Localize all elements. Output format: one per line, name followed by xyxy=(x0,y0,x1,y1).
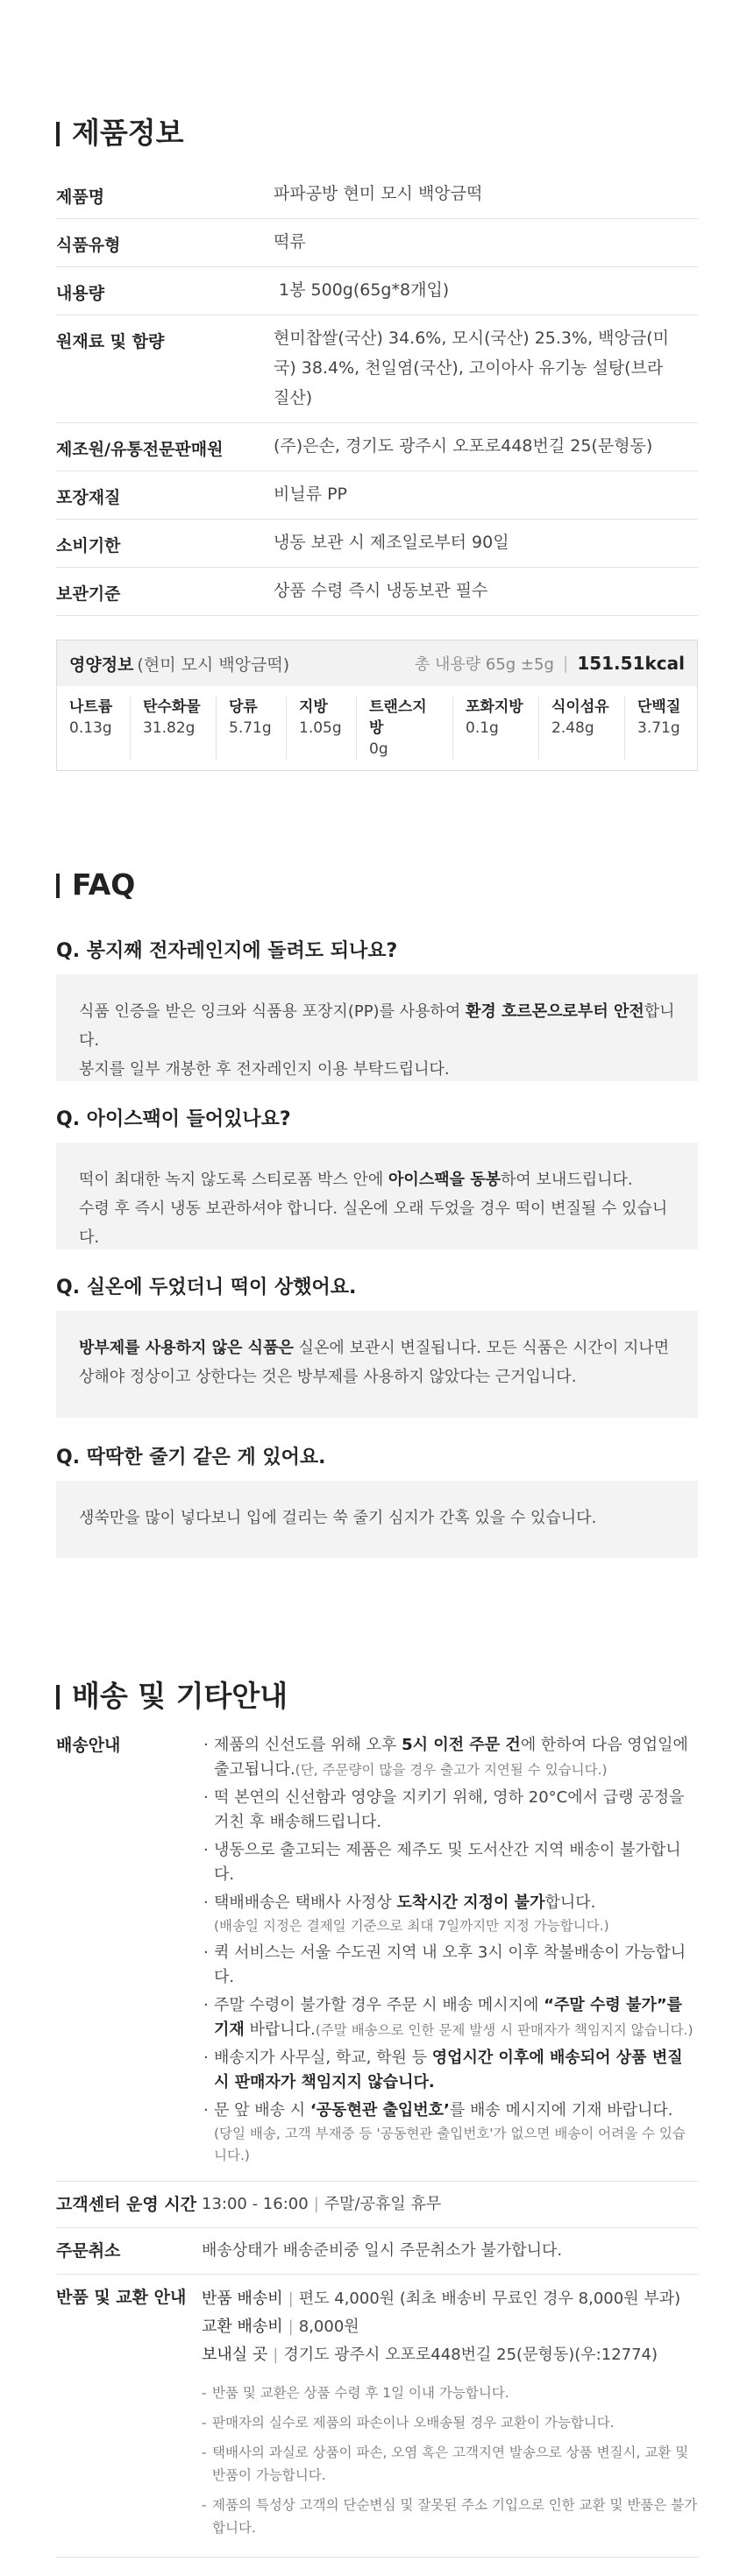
row-key: 제품명 xyxy=(56,188,105,207)
divider: | xyxy=(288,2318,294,2336)
answer-emphasis: 아이스팩을 동봉 xyxy=(388,1171,501,1189)
nutrition-label: 영양정보 xyxy=(69,655,134,675)
bullet-text: 바랍니다. xyxy=(244,2020,316,2039)
nutrient-name: 탄수화물 xyxy=(143,698,201,716)
nutrition-header xyxy=(57,640,697,686)
divider: | xyxy=(288,2289,294,2308)
row-key: 원재료 및 함량 xyxy=(56,332,165,351)
nutrient-cell xyxy=(539,697,625,760)
row-key: 식품유형 xyxy=(56,236,121,255)
row-key: 주문취소 xyxy=(56,2241,121,2261)
nutrient-value: 1.05g xyxy=(299,719,342,737)
faq-title: FAQ xyxy=(56,867,135,902)
row-value xyxy=(202,2192,698,2217)
list-item: - 택배사의 과실로 상품이 파손, 오염 혹은 고객지연 발송으로 상품 변질시, 교환 및 반품이 가능합니다. xyxy=(202,2441,698,2487)
bullet-note: (당일 배송, 고객 부재중 등 '공동현관 출입번호'가 없으면 배송이 어려울 수 있습니다.) xyxy=(214,2126,686,2163)
faq-answer xyxy=(56,974,698,1081)
row-key: 보관기준 xyxy=(56,584,121,604)
bullet-text: 배송지가 사무실, 학교, 학원 등 xyxy=(214,2049,432,2067)
table-row xyxy=(56,267,698,315)
faq-answer xyxy=(56,1481,698,1558)
row-value: 비닐류 PP xyxy=(274,485,348,504)
nutrient-name: 당류 xyxy=(229,698,258,716)
cs-holiday: 주말/공휴일 휴무 xyxy=(324,2195,442,2213)
row-key: 소비기한 xyxy=(56,536,121,556)
row-value: 떡류 xyxy=(274,232,306,251)
bullet-emphasis: “주말 수령 불가”를 기재 xyxy=(214,1996,683,2039)
table-row xyxy=(56,2182,698,2228)
list-item: - 제품의 특성상 고객의 단순변심 및 잘못된 주소 기입으로 인한 교환 및 반품은 불가합니다. xyxy=(202,2494,698,2539)
table-row xyxy=(56,171,698,219)
faq-question: Q. 딱딱한 줄기 같은 게 있어요. xyxy=(56,1447,326,1468)
nutrient-cell xyxy=(57,697,131,760)
nutrient-name: 식이섬유 xyxy=(551,698,609,716)
bullet-text: 주말 수령이 불가할 경우 주문 시 배송 메시지에 xyxy=(214,1996,544,2014)
nutrient-name: 단백질 xyxy=(637,698,681,716)
answer-text: 봉지를 일부 개봉한 후 전자레인지 이용 부탁드립니다. xyxy=(79,1060,450,1079)
product-info-title: 제품정보 xyxy=(56,116,184,151)
nutrient-cell xyxy=(625,697,695,760)
faq-answer xyxy=(56,1311,698,1418)
return-address: 경기도 광주시 오포로448번길 25(문형동)(우:12774) xyxy=(283,2346,658,2364)
nutrient-cell xyxy=(131,697,217,760)
table-row xyxy=(56,568,698,616)
answer-text: 수령 후 즉시 냉동 보관하셔야 합니다. 실온에 오래 두었을 경우 떡이 변질될 수 있습니다. xyxy=(79,1200,668,1247)
answer-emphasis: 환경 호르몬으로부터 안전 xyxy=(465,1002,644,1021)
row-key: 배송안내 xyxy=(56,1736,121,1755)
nutrient-value: 31.82g xyxy=(143,719,196,737)
bullet-emphasis: 영업시간 이후에 배송되어 상품 변질 시 판매자가 책임지지 않습니다. xyxy=(214,2049,683,2091)
nutrition-product: (현미 모시 백앙금떡) xyxy=(137,655,290,675)
bullet-emphasis: 5시 이전 주문 건 xyxy=(402,1736,521,1754)
list-item: · 떡 본연의 신선함과 영양을 지키기 위해, 영하 20°C에서 급랭 공정을 거친 후 배송해드립니다. xyxy=(202,1786,698,1835)
list-item xyxy=(202,2046,698,2095)
list-item xyxy=(202,2098,698,2167)
nutrient-cell xyxy=(453,697,539,760)
list-item xyxy=(202,1733,698,1782)
table-row xyxy=(56,315,698,423)
return-fee: 편도 4,000원 (최초 배송비 무료인 경우 8,000원 부과) xyxy=(298,2289,681,2308)
table-row xyxy=(56,423,698,471)
faq-question: Q. 봉지째 전자레인지에 돌려도 되나요? xyxy=(56,940,398,962)
list-item: - 반품 및 교환은 상품 수령 후 1일 이내 가능합니다. xyxy=(202,2381,698,2404)
table-row xyxy=(56,2228,698,2275)
row-key: 내용량 xyxy=(56,284,105,303)
row-value: (주)은손, 경기도 광주시 오포로448번길 25(문형동) xyxy=(274,436,653,456)
row-value: 냉동 보관 시 제조일로부터 90일 xyxy=(274,533,509,552)
divider: | xyxy=(562,654,569,673)
bullet-text: 제품의 신선도를 위해 오후 xyxy=(214,1736,402,1754)
faq-answer xyxy=(56,1143,698,1249)
nutrition-box xyxy=(56,640,698,771)
table-row xyxy=(56,2275,698,2558)
row-key: 포장재질 xyxy=(56,488,121,507)
bullet-emphasis: 도착시간 지정이 불가 xyxy=(396,1893,545,1912)
bullet-note: (주말 배송으로 인한 문제 발생 시 판매자가 책임지지 않습니다.) xyxy=(315,2022,694,2038)
row-key: 고객센터 운영 시간 xyxy=(56,2195,197,2214)
bullet-text: 택배배송은 택배사 사정상 xyxy=(214,1893,397,1912)
bullet-text: 를 배송 메시지에 기재 바랍니다. xyxy=(449,2101,673,2120)
table-row xyxy=(56,219,698,267)
list-item: · 냉동으로 출고되는 제품은 제주도 및 도서산간 지역 배송이 불가합니다. xyxy=(202,1838,698,1887)
nutrient-value: 2.48g xyxy=(551,719,594,737)
nutrition-cells xyxy=(57,686,697,770)
address-label: 보내실 곳 xyxy=(202,2346,268,2364)
divider: | xyxy=(313,2195,319,2213)
nutrient-cell xyxy=(357,697,453,760)
row-value: 파파공방 현미 모시 백앙금떡 xyxy=(274,184,483,203)
bullet-text: 문 앞 배송 시 xyxy=(214,2101,310,2120)
nutrition-kcal: 151.51kcal xyxy=(577,653,685,674)
row-value: 배송상태가 배송준비중 일시 주문취소가 불가합니다. xyxy=(202,2241,563,2260)
answer-text: 하여 보내드립니다. xyxy=(501,1171,633,1189)
bullet-text: 합니다. xyxy=(544,1893,596,1912)
exchange-fee-label: 교환 배송비 xyxy=(202,2318,283,2336)
list-item xyxy=(202,1891,698,1937)
nutrient-name: 트랜스지방 xyxy=(369,698,427,737)
exchange-fee: 8,000원 xyxy=(298,2318,359,2336)
delivery-bullets xyxy=(202,1733,698,2170)
divider: | xyxy=(273,2346,279,2364)
nutrient-value: 5.71g xyxy=(229,719,272,737)
answer-text: 상해야 정상이고 상한다는 것은 방부제를 사용하지 않았다는 근거입니다. xyxy=(79,1368,577,1386)
nutrient-cell xyxy=(287,697,357,760)
table-row xyxy=(56,1724,698,2182)
answer-text: 떡이 최대한 녹지 않도록 스티로폼 박스 안에 xyxy=(79,1171,389,1189)
nutrient-value: 0.13g xyxy=(69,719,112,737)
cs-time: 13:00 - 16:00 xyxy=(202,2195,309,2213)
answer-text: 생쑥만을 많이 넣다보니 입에 걸리는 쑥 줄기 심지가 간혹 있을 수 있습니다. xyxy=(79,1509,597,1527)
bullet-note: (배송일 지정은 결제일 기준으로 최대 7일까지만 지정 가능합니다.) xyxy=(214,1918,609,1934)
return-info xyxy=(202,2285,698,2546)
product-info-table xyxy=(56,171,698,616)
faq-question: Q. 아이스팩이 들어있나요? xyxy=(56,1108,291,1130)
bullet-text: 에 한하여 다음 영업일에 출고됩니다. xyxy=(214,1736,688,1779)
row-value: 현미찹쌀(국산) 34.6%, 모시(국산) 25.3%, 백앙금(미국) 38.4%, 천일염(국산), 고이아사 유기농 설탕(브라질산) xyxy=(274,329,669,407)
list-item: · 퀵 서비스는 서울 수도권 지역 내 오후 3시 이후 착불배송이 가능합니다. xyxy=(202,1941,698,1990)
nutrient-value: 0g xyxy=(369,740,388,758)
table-row xyxy=(56,471,698,520)
nutrition-total: 총 내용량 65g ±5g xyxy=(414,655,554,674)
row-key: 제조원/유통전문판매원 xyxy=(56,440,224,459)
list-item xyxy=(202,1993,698,2042)
shipping-table xyxy=(56,1724,698,2558)
row-key: 반품 및 교환 안내 xyxy=(56,2288,187,2307)
row-value: 1봉 500g(65g*8개입) xyxy=(274,280,450,300)
nutrient-cell xyxy=(217,697,287,760)
nutrient-value: 3.71g xyxy=(637,719,680,737)
nutrient-name: 지방 xyxy=(299,698,328,716)
row-value: 상품 수령 즉시 냉동보관 필수 xyxy=(274,581,488,600)
answer-text: 실온에 보관시 변질됩니다. 모든 식품은 시간이 지나면 xyxy=(293,1339,670,1357)
answer-emphasis: 방부제를 사용하지 않은 식품은 xyxy=(79,1339,294,1357)
nutrient-value: 0.1g xyxy=(466,719,499,737)
nutrient-name: 포화지방 xyxy=(466,698,523,716)
table-row xyxy=(56,520,698,568)
answer-text: 식품 인증을 받은 잉크와 식품용 포장지(PP)를 사용하여 xyxy=(79,1002,466,1021)
return-fee-label: 반품 배송비 xyxy=(202,2289,283,2308)
list-item: - 판매자의 실수로 제품의 파손이나 오배송될 경우 교환이 가능합니다. xyxy=(202,2411,698,2434)
faq-question: Q. 실온에 두었더니 떡이 상했어요. xyxy=(56,1277,357,1299)
shipping-title: 배송 및 기타안내 xyxy=(56,1679,288,1714)
answer-text: 합니다. xyxy=(79,1002,675,1050)
bullet-emphasis: ‘공동현관 출입번호’ xyxy=(309,2101,450,2120)
nutrient-name: 나트륨 xyxy=(69,698,113,716)
bullet-note: (단, 주문량이 많을 경우 출고가 지연될 수 있습니다.) xyxy=(295,1762,608,1778)
